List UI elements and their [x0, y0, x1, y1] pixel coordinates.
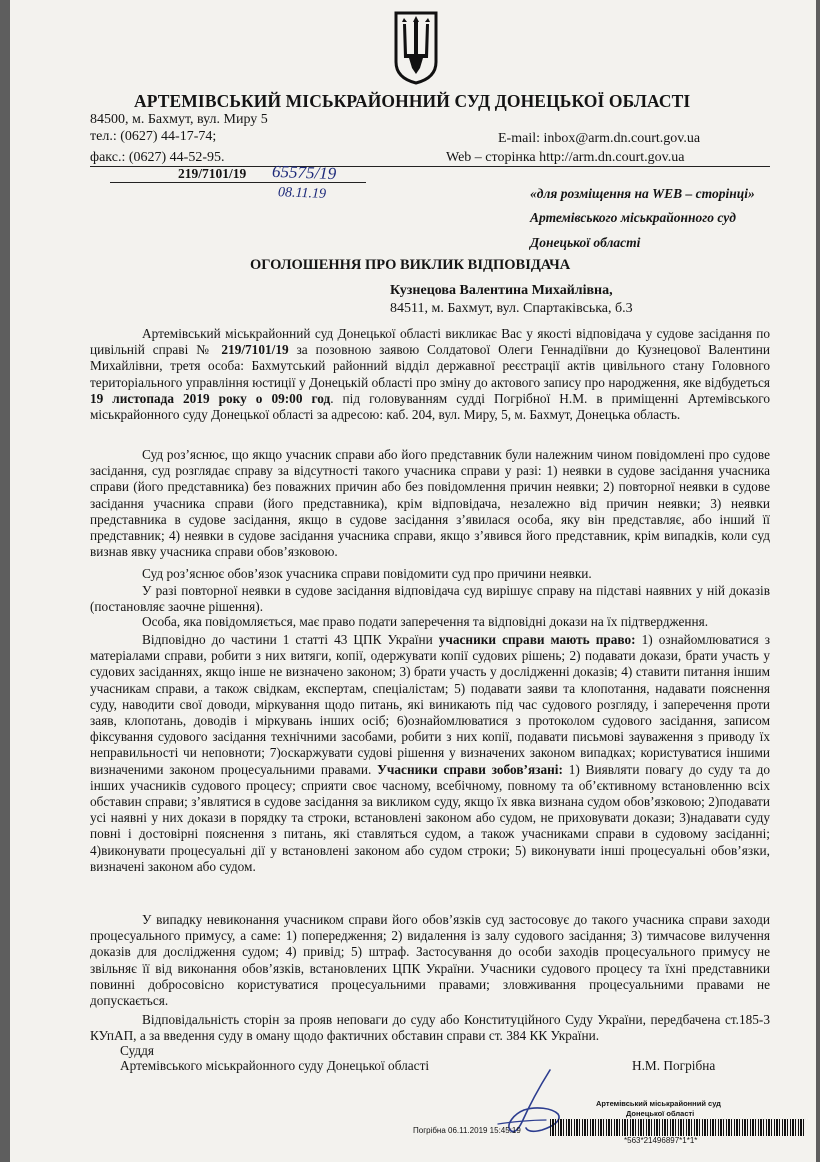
document-title: ОГОЛОШЕННЯ ПРО ВИКЛИК ВІДПОВІДАЧА: [250, 257, 571, 273]
signature-judge-name: Н.М. Погрібна: [632, 1058, 716, 1073]
addressee-address: 84511, м. Бахмут, вул. Спартаківська, б.3: [390, 301, 633, 316]
paragraph-absence-rules: Суд роз’яснює, що якщо учасник справи або його представник були належним чином повідомлені про судове засідання, суд розглядає справу за відсутності такого учасника справи у разі: 1) неявки в судове засідання учасника справи (його представника) без поважних причин або без повідомлення причин неявки; 2) повторної неявки в судове засідання учасника справи (його представника), крім відповідача, незалежно від причин неявки; 3) неявки представника в судове засідання, якщо в судове засідання з’явилася особа, яку він представляє, або інший її представник; 4) неявки в судове засідання учасника справи, якщо з’явився його представник, крім випадків, коли суд визнав явку учасника справи обов’язковою.: [90, 447, 770, 560]
court-web: Web – сторінка http://arm.dn.court.gov.ua: [446, 150, 685, 165]
court-phone: тел.: (0627) 44-17-74;: [90, 129, 217, 144]
handwritten-registration-date: 08.11.19: [277, 185, 327, 202]
stamp-court-line2: Донецької області: [626, 1109, 695, 1118]
court-fax: факс.: (0627) 44-52-95.: [90, 150, 225, 165]
paragraph-default-judgment: У разі повторної неявки в судове засідання відповідача суд вирішує справу на підставі наявних у ній доказів (постановляє заочне рішення).: [90, 583, 770, 615]
coat-of-arms-icon: [393, 10, 439, 86]
court-email: E-mail: inbox@arm.dn.court.gov.ua: [498, 131, 701, 146]
signature-role: Суддя: [120, 1043, 154, 1058]
court-address: 84500, м. Бахмут, вул. Миру 5: [90, 112, 268, 127]
barcode-text: *563*21496897*1*1*: [624, 1136, 698, 1145]
barcode: [550, 1119, 804, 1136]
paragraph-rights-duties: Відповідно до частини 1 статті 43 ЦПК України учасники справи мають право: 1) ознайомлюватися з матеріалами справи, робити з них витяги, копії, одержувати копії судових рішень; 2) подавати докази, брати участь у судових засіданнях, якщо інше не визначено законом; 3) брати участь у дослідженні доказів; 4) ставити питання іншим учасникам справи, а також свідкам, експертам, спеціалістам; 5) подавати заяви та клопотання, надавати пояснення суду, наводити свої доводи, міркування щодо питань, які виникають під час судового розгляду, і заперечення проти заяв, клопотань, доводів і міркувань інших осіб; 6)ознайомлюватися з протоколом судового засідання, записом фіксування судового засідання технічними засобами, робити з них копії, подавати письмові зауваження з приводу їх неправильності чи неповноти; 7)оскаржувати судові рішення у визначених законом випадках; користуватися іншими визначеними законом процесуальними правами. Учасники справи зобов’язані: 1) Виявляти повагу до суду та до інших учасників судового процесу; сприяти своє часному, всебічному, повному та об’єктивному встановленню всіх обставин справи; з’являтися в судове засідання за викликом суду, якщо їх явка визнана судом обов’язковою; 2)подавати усі наявні у них докази в порядку та строки, встановлені законом або судом, не приховувати докази; 3)надавати суду повні і достовірні пояснення з питань, які ставляться судом, а також учасниками справи в судовому засіданні; 4)виконувати процесуальні дії у встановлені законом або судом строки; 5) виконувати інші процесуальні обов’язки, визначені законом або судом.: [90, 632, 770, 874]
placement-note-line2: Артемівського міськрайонного суд: [530, 210, 736, 225]
paragraph-liability: Відповідальність сторін за прояв неповаги до суду або Конституційного Суду України, передбачена ст.185-3 КУпАП, а за введення суду в оману щодо фактичних обставин справи ст. 384 КК України.: [90, 1012, 770, 1044]
addressee-name: Кузнецова Валентина Михайлівна,: [390, 283, 613, 298]
stamp-meta: Погрібна 06.11.2019 15:45:19: [413, 1126, 521, 1135]
paragraph-summons: Артемівський міськрайонний суд Донецької області викликає Вас у якості відповідача у судове засідання по цивільній справі № 219/7101/19 за позовною заявою Солдатової Олеги Геннадіївни до Кузнецової Валентини Михайлівни, третя особа: Бахмутський районний відділ державної реєстрації актів цивільного стану Головного територіального управління юстиції у Донецькій області про зміну до актового запису про народження, яке відбудеться 19 листопада 2019 року о 09:00 год. під головуванням судді Погрібної Н.М. в приміщенні Артемівського міськрайонного суду Донецької області за адресою: каб. 204, вул. Миру, 5, м. Бахмут, Донецька область.: [90, 326, 770, 423]
handwritten-registration-number: 65575/19: [271, 161, 337, 184]
stamp-court-line1: Артемівський міськрайонний суд: [596, 1099, 721, 1108]
paragraph-coercion: У випадку невиконання учасником справи його обов’язків суд застосовує до такого учасника справи заходи процесуального примусу, а саме: 1) попередження; 2) видалення із залу судового засідання; 3) тимчасове вилучення доказів для дослідження судом; 4) привід; 5) штраф. Застосування до особи заходів процесуального примусу не звільняє її від виконання обов’язків, встановлених ЦПК України. Учасники судового процесу та їхні представники повинні добросовісно користуватися процесуальними правами; зловживання процесуальними правами не допускається.: [90, 912, 770, 1009]
paragraph-notify-reasons: Суд роз’яснює обов’язок учасника справи повідомити суд про причини неявки.: [142, 566, 592, 581]
placement-note-line3: Донецької області: [530, 235, 641, 250]
placement-note-line1: «для розміщення на WEB – сторінці»: [530, 186, 755, 201]
paragraph-objection-right: Особа, яка повідомляється, має право подати заперечення та відповідні докази на їх підтвердження.: [142, 614, 709, 629]
case-number: 219/7101/19: [178, 166, 247, 181]
court-name: АРТЕМІВСЬКИЙ МІСЬКРАЙОННИЙ СУД ДОНЕЦЬКОЇ ОБЛАСТІ: [134, 91, 691, 111]
signature-court: Артемівського міськрайонного суду Донецької області: [120, 1058, 430, 1073]
document-page: [10, 0, 816, 1162]
